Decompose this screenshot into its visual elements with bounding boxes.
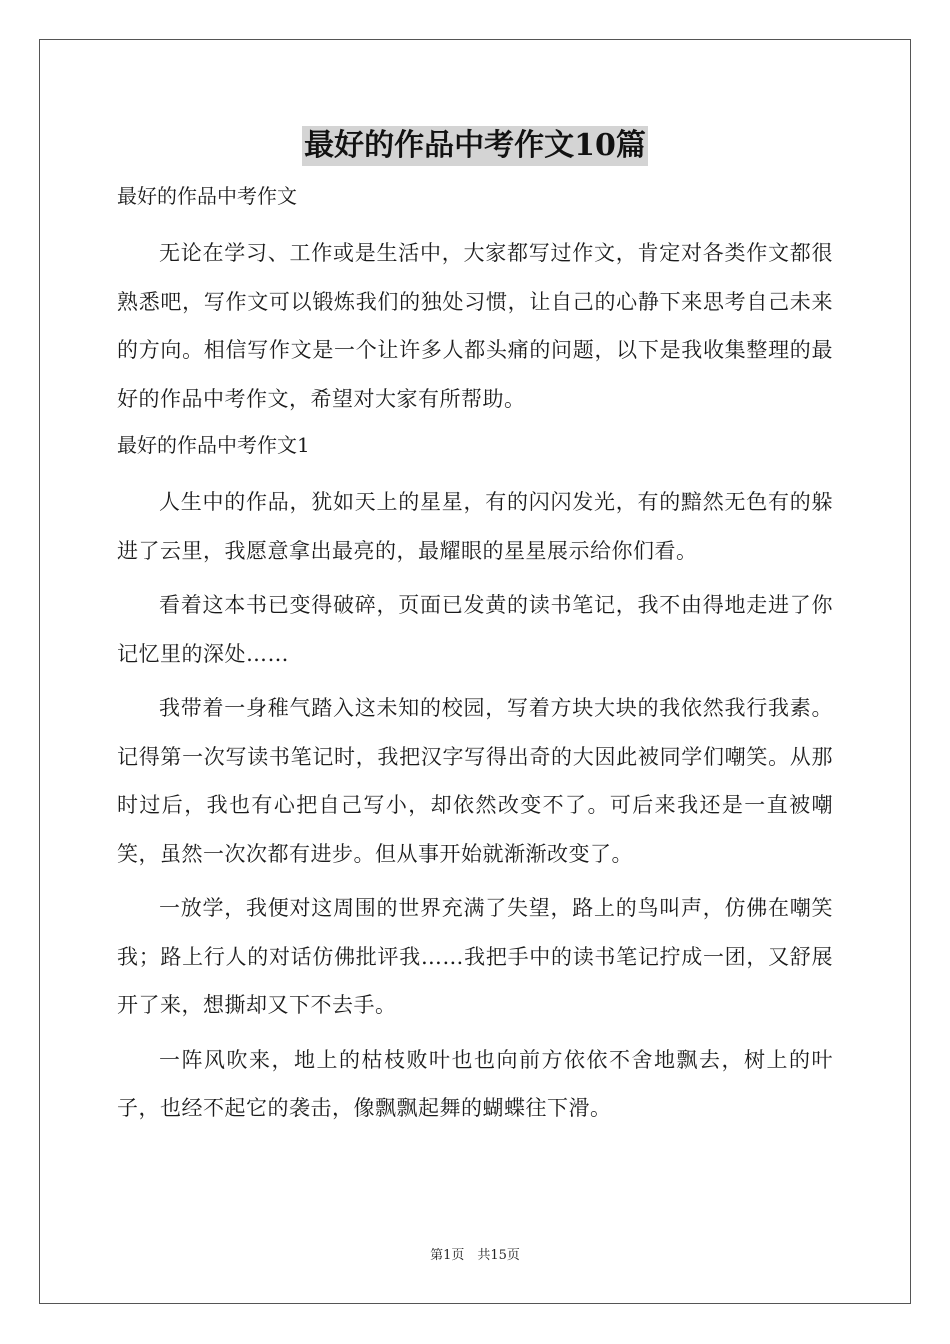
document-subtitle: 最好的作品中考作文 <box>117 184 297 208</box>
paragraph-4: 一放学，我便对这周围的世界充满了失望，路上的鸟叫声，仿佛在嘲笑我；路上行人的对话仿佛批评我……我把手中的读书笔记拧成一团，又舒展开了来，想撕却又下不去手。 <box>117 896 833 1017</box>
page-number-footer: 第1页 共15页 <box>430 1248 520 1263</box>
document-title: 最好的作品中考作文10篇 <box>302 126 648 166</box>
section-heading: 最好的作品中考作文1 <box>117 433 310 457</box>
paragraph-5: 一阵风吹来，地上的枯枝败叶也也向前方依依不舍地飘去，树上的叶子，也经不起它的袭击，像飘飘起舞的蝴蝶往下滑。 <box>117 1047 833 1120</box>
paragraph-2: 看着这本书已变得破碎，页面已发黄的读书笔记，我不由得地走进了你记忆里的深处…… <box>117 593 833 666</box>
intro-paragraph: 无论在学习、工作或是生活中，大家都写过作文，肯定对各类作文都很熟悉吧，写作文可以锻炼我们的独处习惯，让自己的心静下来思考自己未来的方向。相信写作文是一个让许多人都头痛的问题，以下是我收集整理的最好的作品中考作文，希望对大家有所帮助。 <box>117 241 833 411</box>
document-body <box>117 126 833 1139</box>
paragraph-3: 我带着一身稚气踏入这未知的校园，写着方块大块的我依然我行我素。记得第一次写读书笔记时，我把汉字写得出奇的大因此被同学们嘲笑。从那时过后，我也有心把自己写小，却依然改变不了。可后来我还是一直被嘲笑，虽然一次次都有进步。但从事开始就渐渐改变了。 <box>117 696 833 866</box>
paragraph-1: 人生中的作品，犹如天上的星星，有的闪闪发光，有的黯然无色有的躲进了云里，我愿意拿出最亮的，最耀眼的星星展示给你们看。 <box>117 490 833 563</box>
title-wrapper <box>117 126 833 170</box>
